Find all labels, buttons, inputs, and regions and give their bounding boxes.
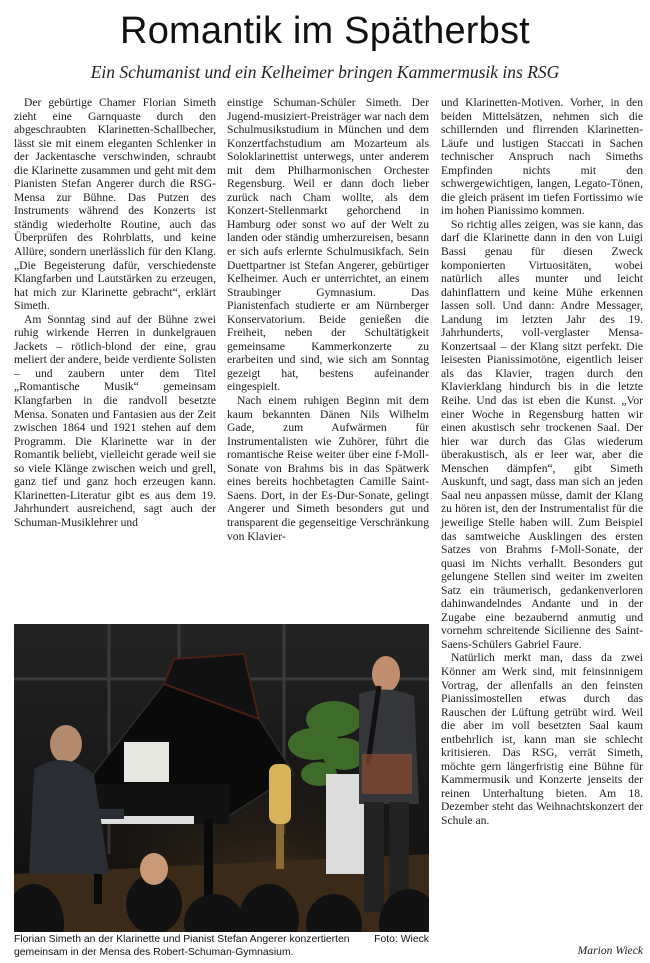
- paragraph: einstige Schuman-Schüler Simeth. Der Jugend-musiziert-Preisträger war nach dem Schulmusikstudium in München und dem Konzertfachstudium am Mozarteum als Soloklarinettist unterwegs, unter anderem mit dem Philharmonischen Orchester Regensburg. Weil er dann doch lieber zurück nach Cham wollte, als dem Konzert-Stellenmarkt gehorchend in Hamburg oder sonst wo auf der Welt zu landen oder ständig umherzureisen, besann er sich aufs erlernte Schulmusikfach. Sein Duettpartner ist Stefan Angerer, gebürtiger Kelheimer. Auch er unterrichtet, an einem Straubinger Gymnasium. Das Pianistenfach studierte er am Nürnberger Konservatorium. Beide genießen die Freiheit, neben der Schultätigkeit gemeinsame Kammerkonzerte zu erarbeiten und sind, wie sich am Sonntag gezeigt hat, bestens aufeinander eingespielt.: [227, 96, 429, 394]
- subheadline: Ein Schumanist und ein Kelheimer bringen Kammermusik ins RSG: [90, 62, 560, 82]
- article-column-1: [14, 96, 216, 618]
- paragraph: So richtig alles zeigen, was sie kann, das darf die Klarinette dann in den von Luigi Bassi genau für diesen Zweck komponierten Virtuositäten, wobei natürlich alles munter und leicht dahinflattern und keine Mühe erkennen lassen soll. Und dann: Andre Messager, Landung im letzten Jahr des 19. Jahrhunderts, voll-verglaster Mensa-Konzertsaal – der Klang sitzt perfekt. Die leisesten Pianissimotöne, eigentlich leiser als das Klavier, tragen durch den Klavierklang hindurch bis in die letzte Reihe. Und das ist eben die Kunst. „Vor einer Woche in Regensburg hatten wir einen akustisch sehr trockenen Saal. Der hier war durch das Glas wiederum überakustisch, als er leer war, aber die Menschen dämpfen“, gibt Simeth Auskunft, und sagt, dass man sich an jeden Saal neu anpassen müsse, damit der Klang zu hören ist, den der Instrumentalist für die jeweilige Stelle haben will. Zum Beispiel das samtweiche Ausklingen des ersten Satzes von Brahms f-Moll-Sonate, der quasi im Nichts verhallt. Besonders gut gelungene Stellen sind weiter im zweiten Satz ein träumerisch, gedankenverloren dahinwandelndes Andante und in der Zugabe eine bezaubernd anmutig und vornehm schreitende Sicilienne des Saint-Saens-Schülers Gabriel Faure.: [441, 217, 643, 651]
- concert-photo: [14, 624, 429, 932]
- paragraph: Der gebürtige Chamer Florian Simeth zieht eine Garnquaste durch den abgeschraubten Klarinetten-Schallbecher, lässt sie mit einem eleganten Schlenker in der Jackentasche verschwinden, schraubt die Klarinette zusammen und geht mit dem Pianisten Stefan Angerer durch die RSG-Mensa zur Bühne. Das Putzen des Instruments während des Konzerts ist ständig wiederholte Routine, auch das Überprüfen des Rohrblatts, und keine Allüre, sondern unerlässlich für den Klang. „Die Begeisterung dafür, verschiedenste Klangfarben und Lautstärken zu erzeugen, hat mich zur Klarinette gebracht“, erklärt Simeth.: [14, 96, 216, 313]
- paragraph: und Klarinetten-Motiven. Vorher, in den beiden Mittelsätzen, nehmen sich die schillernden und flirrenden Klarinetten-Läufe und lustigen Staccati in Sachen technischer Anspruch nach Simeths Empfinden nichts mit den schwergewichtigen, langen, Legato-Tönen, die gleich präsent im tiefen Fortissimo wie im hohen Pianissimo kommen.: [441, 96, 643, 218]
- headline: Romantik im Spätherbst: [120, 10, 530, 52]
- photo-caption: [14, 934, 429, 959]
- paragraph: Nach einem ruhigen Beginn mit dem kaum bekannten Dänen Nils Wilhelm Gade, zum Aufwärmen für Instrumentalisten wie Zuhörer, führt die romantische Reise weiter über eine f-Moll-Sonate von Brahms bis in das Spätwerk eines bereits hochbetagten Camille Saint-Saens. Dort, in der Es-Dur-Sonate, gelingt Angerer und Simeth besonders gut und transparent die gegenseitige Verschränkung von Klavier-: [227, 394, 429, 543]
- article-column-2: [227, 96, 429, 618]
- paragraph: Am Sonntag sind auf der Bühne zwei ruhig wirkende Herren in dunkelgrauen Jackets – rötlich-blond der eine, grau meliert der andere, beide verdiente Solisten – und zaubern unter dem Titel „Romantische Musik“ gemeinsam Klangfarben in die randvoll besetzte Mensa. Sonaten und Fantasien aus der Zeit zwischen 1864 und 1921 stehen auf dem Programm. Die Klarinette war in der Romantik beliebt, vielleicht gerade weil sie so viele Klänge zwischen weich und grell, ganz tief und ganz hoch erzeugen kann. Klarinetten-Literatur gibt es aus dem 19. Jahrhundert ausreichend, sagt auch der Schuman-Musiklehrer und: [14, 312, 216, 529]
- caption-text: Florian Simeth an der Klarinette und Pianist Stefan Angerer konzertierten gemeinsam in der Mensa des Robert-Schuman-Gymnasium.: [14, 934, 350, 958]
- paragraph: Natürlich merkt man, dass da zwei Könner am Werk sind, mit feinsinnigem Vortrag, der allenfalls an den feinsten Pianissimostellen etwas durch das Rauschen der Lüftung getrübt wird. Weil die aber im voll besetzten Saal kaum entbehrlich ist, kann man sie schlecht kritisieren. Das RSG, verrät Simeth, möchte gern längerfristig eine Bühne für Kammermusik und Konzerte jenseits der reinen Unterhaltung bieten. Am 18. Dezember steht das Weihnachtskonzert der Schule an.: [441, 651, 643, 827]
- photo-credit: Foto: Wieck: [374, 934, 429, 945]
- author-byline: Marion Wieck: [577, 944, 643, 957]
- article-column-3: [441, 96, 643, 928]
